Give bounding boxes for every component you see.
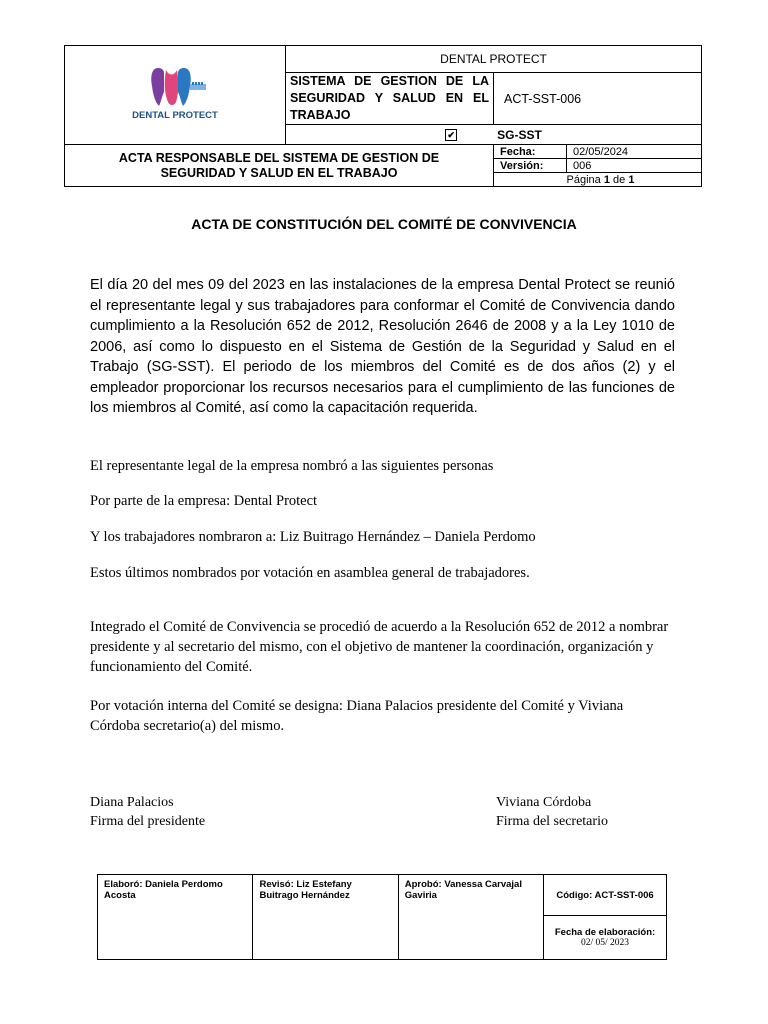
paragraph-empresa: Por parte de la empresa: Dental Protect: [90, 493, 318, 509]
tooth-left-icon: [151, 68, 164, 106]
paragraph-votacion: Estos últimos nombrados por votación en asamblea general de trabajadores.: [90, 565, 530, 581]
signature-left: [90, 793, 205, 831]
footer-fecha-label: Fecha de elaboración:: [554, 927, 656, 938]
paragraph-integrado: Integrado el Comité de Convivencia se procedió de acuerdo a la Resolución 652 de 2012 a nombrar presidente y al secretario del mismo, con el objetivo de mantener la coordinación, organización y funcionamiento del Comité.: [90, 619, 669, 675]
acta-title-text: ACTA RESPONSABLE DEL SISTEMA DE GESTION DE SEGURIDAD Y SALUD EN EL TRABAJO: [118, 150, 440, 180]
checkbox-icon: ✔: [445, 129, 457, 141]
paragraph-representante: El representante legal de la empresa nombró a las siguientes personas: [90, 458, 494, 474]
fecha-value: 02/05/2024: [567, 145, 702, 159]
version-value: 006: [567, 159, 702, 173]
page-total: 1: [628, 173, 635, 186]
header-table: [64, 45, 702, 187]
footer-codigo: Código: ACT-SST-006: [544, 875, 666, 916]
tooth-right-icon: [178, 68, 191, 106]
signature-right-role: Firma del secretario: [496, 814, 608, 829]
page-sep: de: [613, 173, 626, 186]
footer-fecha: [544, 916, 666, 960]
version-label: Versión:: [494, 159, 567, 173]
document-title: ACTA DE CONSTITUCIÓN DEL COMITÉ DE CONVIVENCIA: [191, 216, 577, 232]
sgsst-label: SG-SST: [497, 127, 542, 142]
dental-protect-logo: [130, 62, 220, 124]
document-code: ACT-SST-006: [494, 73, 702, 125]
meta-cell: [494, 145, 702, 187]
page-current: 1: [603, 173, 610, 186]
footer-fecha-value: 02/ 05/ 2023: [581, 938, 630, 948]
page-prefix: Página: [566, 173, 601, 186]
signature-right-name: Viviana Córdoba: [496, 795, 592, 810]
paragraph-designa: Por votación interna del Comité se designa: Diana Palacios presidente del Comité y Viviana Córdoba secretario(a) del mismo.: [90, 698, 624, 734]
page-indicator: [494, 173, 701, 187]
signature-right: [496, 793, 608, 831]
system-title: SISTEMA DE GESTION DE LA SEGURIDAD Y SALUD EN EL TRABAJO: [286, 73, 494, 125]
footer-inner-table: [544, 875, 666, 959]
signature-left-name: Diana Palacios: [90, 795, 174, 810]
paragraph-intro: El día 20 del mes 09 del 2023 en las instalaciones de la empresa Dental Protect se reunió el representante legal y sus trabajadores para conformar el Comité de Convivencia dando cumplimiento a la Resolución 652 de 2012, Resolución 2646 de 2008 y a la Ley 1010 de 2006, así como lo dispuesto en el Sistema de Gestión de la Seguridad y Salud en el Trabajo (SG-SST). El periodo de los miembros del Comité es de dos años (2) y el empleador proporcionar los recursos necesarios para el cumplimiento de las funciones de los miembros al Comité, así como la capacitación requerida.: [90, 277, 675, 416]
sgsst-cell: [286, 125, 702, 145]
footer-elaboro: Elaboró: Daniela Perdomo Acosta: [98, 875, 253, 960]
tooth-center-icon: [165, 70, 179, 105]
footer-reviso: Revisó: Liz Estefany Buitrago Hernández: [253, 875, 398, 960]
signature-left-role: Firma del presidente: [90, 814, 206, 829]
paragraph-trabajadores: Y los trabajadores nombraron a: Liz Buitrago Hernández – Daniela Perdomo: [90, 529, 536, 545]
acta-title: [65, 145, 494, 187]
meta-table: [494, 145, 701, 186]
company-name: DENTAL PROTECT: [286, 46, 702, 73]
fecha-label: Fecha:: [494, 145, 567, 159]
logo-cell: [65, 46, 286, 145]
footer-table: [97, 874, 667, 960]
footer-aprobo: Aprobó: Vanessa Carvajal Gaviria: [398, 875, 543, 960]
footer-right: [544, 875, 667, 960]
logo-text: DENTAL PROTECT: [132, 109, 218, 121]
